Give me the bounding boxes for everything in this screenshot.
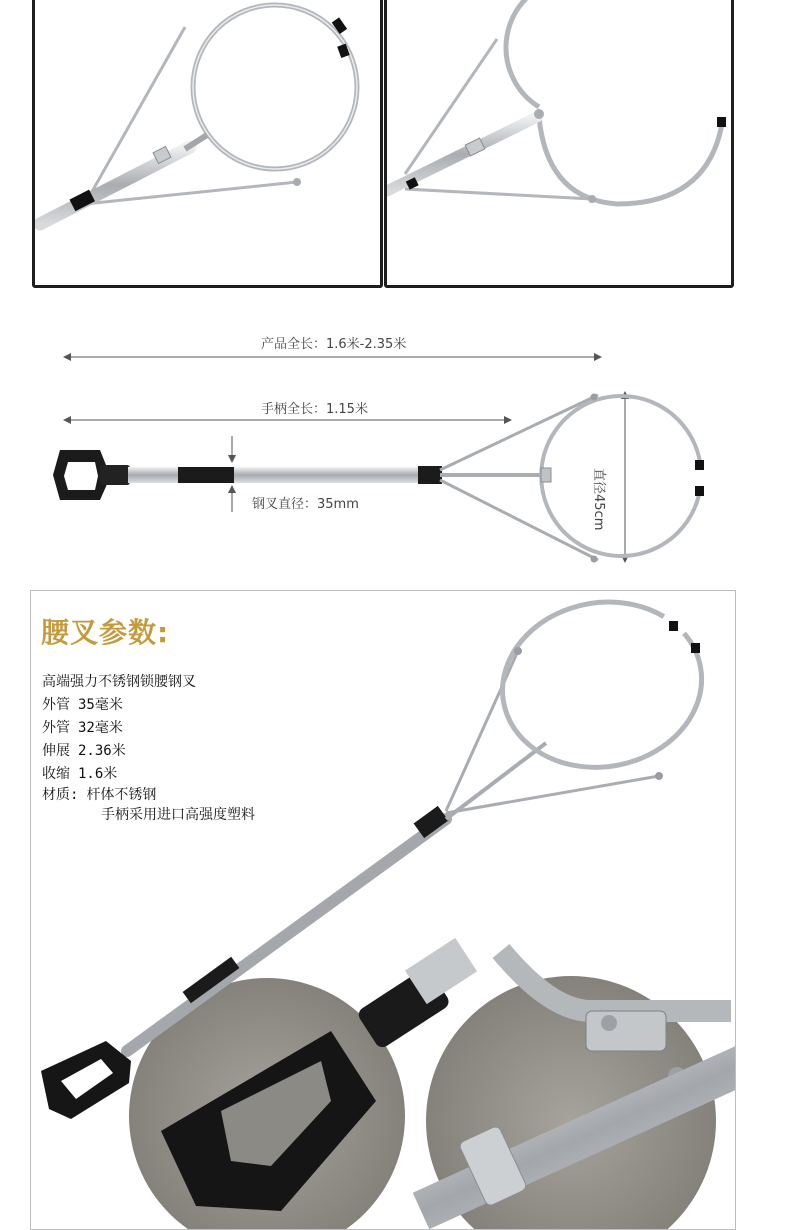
ring-diameter-label: 直径45cm: [591, 468, 606, 531]
fork-diameter-label: 钢叉直径：35mm: [252, 497, 359, 512]
spec-line-key: 外管: [42, 720, 70, 736]
spec-line-key: 高端强力不锈钢锁腰钢叉: [42, 674, 196, 690]
spec-line-value: 手柄采用进口高强度塑料: [101, 807, 255, 823]
spec-line-key: 伸展: [42, 743, 70, 759]
spec-line-key: 材质:: [42, 787, 79, 803]
spec-panel: [30, 590, 736, 1230]
spec-line-value: 2.36米: [78, 743, 126, 759]
dimension-diagram: [0, 0, 790, 590]
total-length-label: 产品全长：1.6米-2.35米: [261, 337, 407, 352]
spec-line-key: 外管: [42, 697, 70, 713]
spec-title: 腰叉参数:: [41, 616, 170, 649]
spec-line-key: 收缩: [42, 766, 70, 782]
handle-length-label: 手柄全长：1.15米: [261, 402, 368, 417]
spec-line-value: 35毫米: [78, 697, 123, 713]
spec-product-illustration: [31, 591, 736, 1230]
spec-line-value: 杆体不锈钢: [86, 787, 157, 803]
spec-line-value: 32毫米: [78, 720, 123, 736]
spec-line-value: 1.6米: [78, 766, 118, 782]
